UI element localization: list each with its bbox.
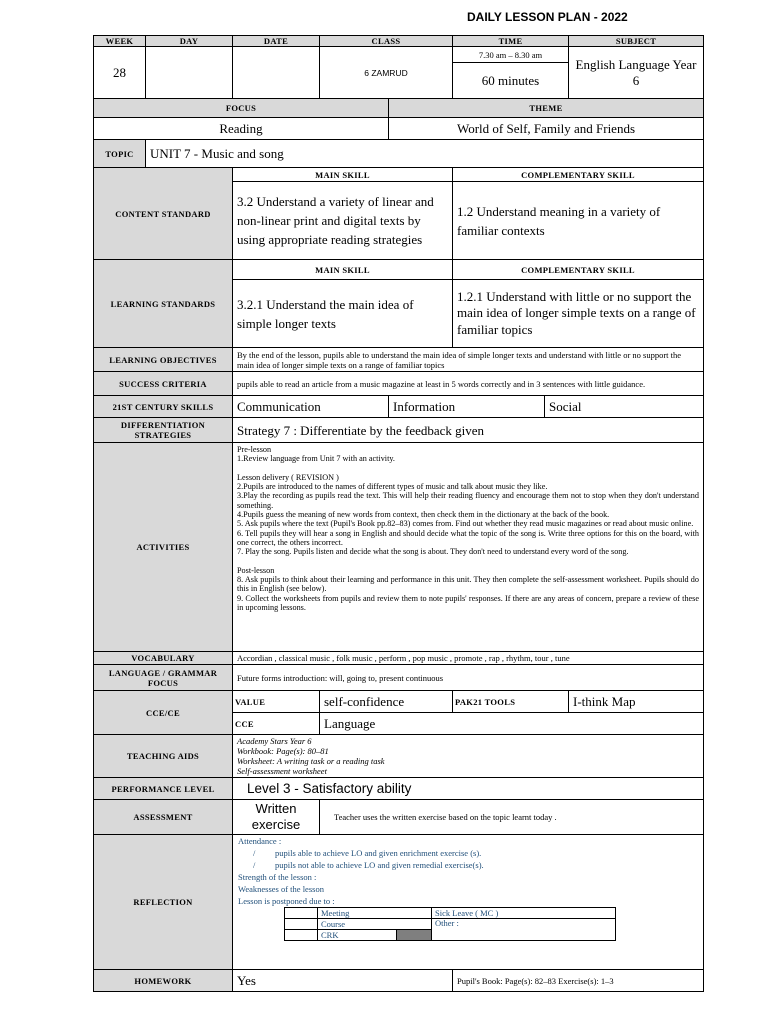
time-header: TIME: [453, 36, 569, 47]
activity-line: 8. Ask pupils to think about their learning and performance in this unit. They then complete the self-assessment worksheet. Pupils should do this in English (see below).: [237, 575, 699, 594]
attendance-label: Attendance :: [238, 836, 282, 846]
performance-label: PERFORMANCE LEVEL: [94, 778, 233, 800]
activity-line: Pre-lesson: [237, 445, 272, 454]
grammar-label: LANGUAGE / GRAMMAR FOCUS: [94, 665, 233, 691]
shaded-cell: [397, 930, 432, 941]
reflection-label: REFLECTION: [94, 835, 233, 970]
differentiation-label: DIFFERENTIATION STRATEGIES: [94, 418, 233, 443]
activity-line: 2.Pupils are introduced to the names of different types of music and talk about music they like.: [237, 482, 548, 492]
skill-social: Social: [545, 396, 704, 418]
class-header: CLASS: [320, 36, 453, 47]
checkbox-meeting[interactable]: [285, 908, 318, 919]
success-criteria-value: pupils able to read an article from a music magazine at least in 5 words correctly and in 3 sentences with little guidance.: [233, 372, 704, 396]
activity-line: 4.Pupils guess the meaning of new words from context, then check them in the dictionary at the back of the book.: [237, 510, 610, 520]
skills21-label: 21ST CENTURY SKILLS: [94, 396, 233, 418]
success-criteria-label: SUCCESS CRITERIA: [94, 372, 233, 396]
duration: 60 minutes: [453, 63, 569, 99]
focus-value: Reading: [94, 118, 389, 140]
cce-label: CCE/CE: [94, 691, 233, 735]
checkbox-crk[interactable]: [285, 930, 318, 941]
activity-line: Post-lesson: [237, 565, 275, 575]
date-header: DATE: [233, 36, 320, 47]
page-title: DAILY LESSON PLAN - 2022: [467, 10, 628, 24]
lesson-plan-table: [93, 35, 704, 992]
postponed-reasons-table: [284, 907, 616, 941]
content-standard-label: CONTENT STANDARD: [94, 168, 233, 260]
objectives-label: LEARNING OBJECTIVES: [94, 348, 233, 372]
theme-value: World of Self, Family and Friends: [389, 118, 704, 140]
strength-label: Strength of the lesson :: [238, 872, 317, 882]
weakness-label: Weaknesses of the lesson: [238, 884, 324, 894]
activity-line: 9. Collect the worksheets from pupils and review them to note pupils' responses. If there are any areas of concern, prepare a review of these in upcoming lessons.: [237, 593, 699, 613]
cce-sub-label: CCE: [233, 713, 320, 735]
checkbox-course[interactable]: [285, 919, 318, 930]
performance-value: Level 3 - Satisfactory ability: [233, 778, 704, 800]
ls-main-skill-header: MAIN SKILL: [233, 260, 453, 280]
day-header: DAY: [146, 36, 233, 47]
skill-communication: Communication: [233, 396, 389, 418]
assessment-type: Written exercise: [233, 800, 320, 835]
week-header: WEEK: [94, 36, 146, 47]
postponed-label: Lesson is postponed due to :: [238, 896, 335, 906]
assessment-note: Teacher uses the written exercise based on the topic learnt today .: [320, 800, 704, 835]
class-value: 6 ZAMRUD: [320, 47, 453, 99]
reflection-achieve: pupils able to achieve LO and given enrichment exercise (s).: [275, 848, 482, 858]
homework-note: Pupil's Book: Page(s): 82–83 Exercise(s): 1–3: [453, 970, 704, 992]
reason-crk: CRK: [318, 930, 397, 941]
pak21-value: I-think Map: [569, 691, 704, 713]
vocabulary-value: Accordian , classical music , folk music , perform , pop music , promote , rap , rhythm, tour , tune: [233, 652, 704, 665]
homework-value: Yes: [233, 970, 453, 992]
activity-line: Lesson delivery ( REVISION ): [237, 472, 339, 482]
activity-line: 5. Ask pupils where the text (Pupil's Book pp.82–83) comes from. Find out whether they read music magazines or read about music online.: [237, 519, 694, 529]
pak21-label: PAK21 TOOLS: [453, 691, 569, 713]
teaching-aid: Workbook: Page(s): 80–81: [237, 746, 329, 756]
bullet-mark: /: [253, 848, 256, 858]
value-label: VALUE: [233, 691, 320, 713]
teaching-aid: Self-assessment worksheet: [237, 766, 327, 776]
assessment-label: ASSESSMENT: [94, 800, 233, 835]
vocabulary-label: VOCABULARY: [94, 652, 233, 665]
reason-other: Other :: [432, 919, 616, 941]
bullet-mark: /: [253, 860, 256, 870]
day-value: [146, 47, 233, 99]
date-value: [233, 47, 320, 99]
learning-standard-main: 3.2.1 Understand the main idea of simple longer texts: [233, 280, 453, 348]
teaching-aids-list: [233, 735, 704, 778]
reason-meeting: Meeting: [318, 908, 432, 919]
teaching-aids-label: TEACHING AIDS: [94, 735, 233, 778]
reason-sick-leave: Sick Leave ( MC ): [432, 908, 616, 919]
topic-value: UNIT 7 - Music and song: [146, 140, 704, 168]
differentiation-value: Strategy 7 : Differentiate by the feedback given: [233, 418, 704, 443]
learning-standard-complementary: 1.2.1 Understand with little or no support the main idea of longer simple texts on a range of familiar topics: [453, 280, 704, 348]
activity-line: 6. Tell pupils they will hear a song in English and should decide what the topic of the song is. Write three options for this on the board, with one correct, the others incorrect.: [237, 528, 699, 547]
activity-line: 3.Play the recording as pupils read the text. This will help their reading fluency and encourage them not to stop when they don't understand something.: [237, 491, 699, 510]
main-skill-header: MAIN SKILL: [233, 168, 453, 182]
learning-standards-label: LEARNING STANDARDS: [94, 260, 233, 348]
skill-information: Information: [389, 396, 545, 418]
reflection-box: [233, 835, 704, 970]
focus-header: FOCUS: [94, 99, 389, 118]
value-value: self-confidence: [320, 691, 453, 713]
ls-complementary-skill-header: COMPLEMENTARY SKILL: [453, 260, 704, 280]
complementary-skill-header: COMPLEMENTARY SKILL: [453, 168, 704, 182]
content-standard-complementary: 1.2 Understand meaning in a variety of familiar contexts: [453, 182, 704, 260]
grammar-value: Future forms introduction: will, going to, present continuous: [233, 665, 704, 691]
subject-header: SUBJECT: [569, 36, 704, 47]
activity-line: 7. Play the song. Pupils listen and decide what the song is about. They don't need to understand every word of the song.: [237, 547, 629, 557]
teaching-aid: Academy Stars Year 6: [237, 736, 312, 746]
theme-header: THEME: [389, 99, 704, 118]
homework-label: HOMEWORK: [94, 970, 233, 992]
activity-line: 1.Review language from Unit 7 with an activity.: [237, 454, 395, 464]
teaching-aid: Worksheet: A writing task or a reading task: [237, 756, 385, 766]
subject-value: English Language Year 6: [569, 47, 704, 99]
content-standard-main: 3.2 Understand a variety of linear and non-linear print and digital texts by using appropriate reading strategies: [233, 182, 453, 260]
activity-line: [237, 557, 699, 566]
activities-list: [233, 443, 704, 652]
cce-value: Language: [320, 713, 704, 735]
week-value: 28: [94, 47, 146, 99]
objectives-value: By the end of the lesson, pupils able to understand the main idea of simple longer texts and understand with little or no support the main idea of longer simple texts on a range of familiar topics: [233, 348, 704, 372]
topic-label: TOPIC: [94, 140, 146, 168]
reflection-not-achieve: pupils not able to achieve LO and given remedial exercise(s).: [275, 860, 484, 870]
activities-label: ACTIVITIES: [94, 443, 233, 652]
activity-line: [237, 464, 699, 473]
time-range: 7.30 am – 8.30 am: [453, 47, 569, 63]
reason-course: Course: [318, 919, 432, 930]
